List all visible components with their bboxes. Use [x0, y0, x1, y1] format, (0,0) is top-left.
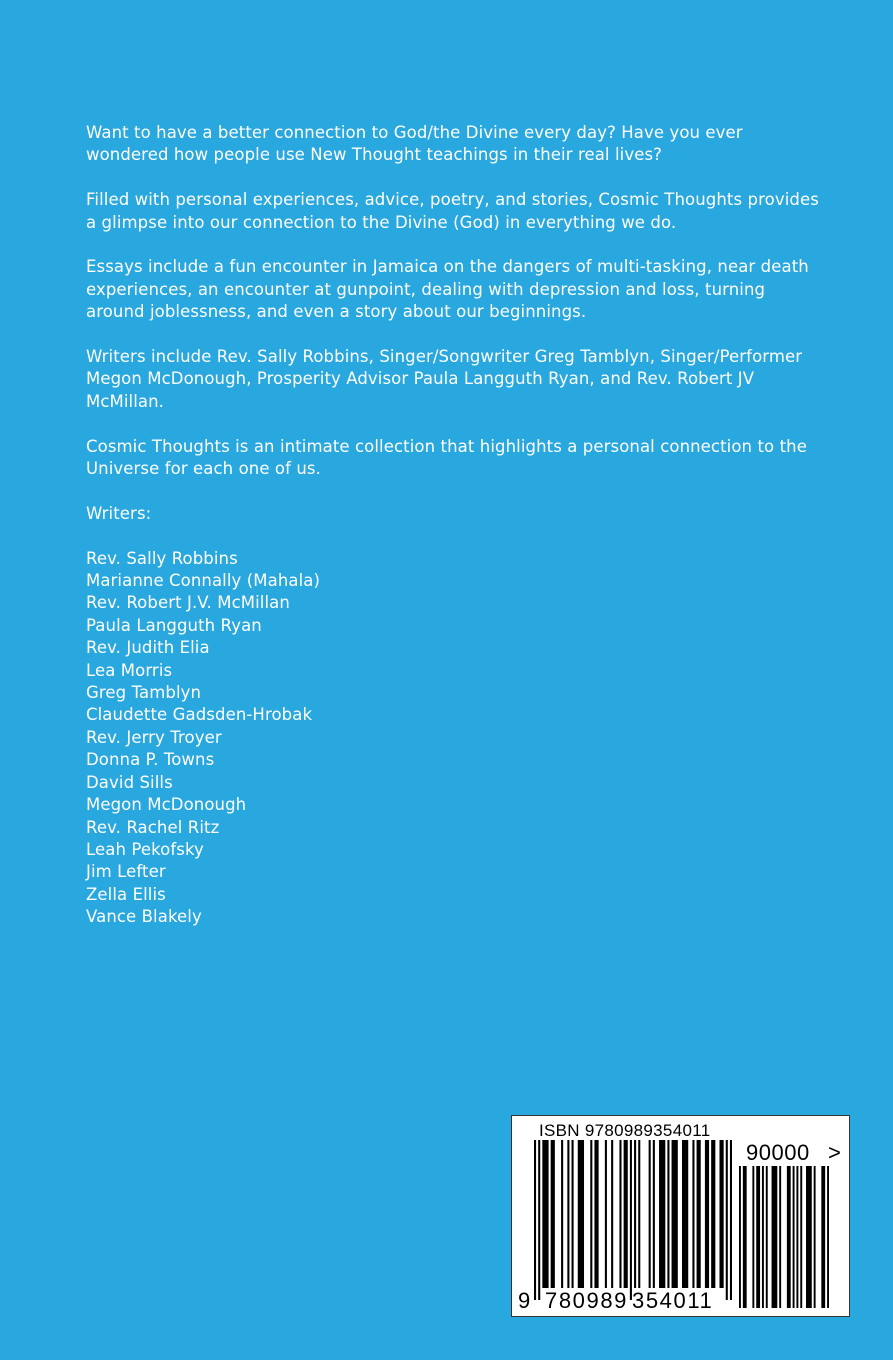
writer-name: Leah Pekofsky: [86, 839, 204, 859]
barcode-bar: [766, 1166, 768, 1308]
barcode-bar: [827, 1166, 829, 1308]
barcode-bar: [634, 1140, 636, 1300]
writer-name: David Sills: [86, 772, 173, 792]
barcode-bar: [638, 1140, 640, 1288]
barcode-bar: [619, 1140, 621, 1288]
barcode-bar: [659, 1140, 665, 1288]
description-paragraph-4: Writers include Rev. Sally Robbins, Singer/Songwriter Greg Tamblyn, Singer/Performer Megon McDonough, Prosperity Advisor Paula Langguth Ryan, and Rev. Robert JV McMillan.: [86, 347, 803, 411]
writer-name: Vance Blakely: [86, 907, 202, 927]
price-addon-bars: [739, 1166, 829, 1308]
barcode-bar: [649, 1140, 651, 1288]
barcode-bar: [793, 1166, 795, 1308]
barcode-bar: [542, 1140, 548, 1288]
ean13-barcode-bars: [534, 1140, 732, 1300]
writer-name: Megon McDonough: [86, 795, 247, 815]
description-paragraph-3: Essays include a fun encounter in Jamaica on the dangers of multi-tasking, near death experiences, an encounter at gunpoint, dealing with depression and loss, turning around joblessness, and even a story about our beginnings.: [86, 257, 809, 322]
writer-name: Rev. Rachel Ritz: [86, 817, 220, 837]
barcode-bar: [806, 1166, 812, 1308]
writer-name: Paula Langguth Ryan: [86, 615, 262, 635]
barcode-bar: [779, 1166, 781, 1308]
barcode-bar: [605, 1140, 607, 1288]
barcode-bar: [772, 1166, 778, 1308]
description-paragraph-5: Cosmic Thoughts is an intimate collection that highlights a personal connection to the Universe for each one of us.: [86, 436, 807, 479]
back-cover-description: [86, 122, 826, 929]
writer-name: Rev. Robert J.V. McMillan: [86, 593, 290, 613]
barcode-bar: [534, 1140, 536, 1300]
writer-name: Jim Lefter: [86, 862, 166, 882]
description-paragraph-2: Filled with personal experiences, advice, poetry, and stories, Cosmic Thoughts provides a glimpse into our connection to the Divine (God) in everything we do.: [86, 190, 819, 232]
barcode-bar: [538, 1140, 540, 1300]
barcode-bar: [590, 1140, 592, 1288]
barcode-bar: [672, 1140, 678, 1288]
barcode-bar: [667, 1140, 669, 1288]
writer-name: Marianne Connally (Mahala): [86, 571, 321, 591]
description-paragraph-1: Want to have a better connection to God/the Divine every day? Have you ever wondered how people use New Thought teachings in their real lives?: [86, 123, 743, 165]
writer-name: Rev. Jerry Troyer: [86, 727, 222, 747]
barcode-digits-right: 354011: [632, 1288, 714, 1313]
barcode-bar: [739, 1166, 741, 1308]
writer-name: Zella Ellis: [86, 884, 166, 904]
writer-name: Lea Morris: [86, 660, 173, 680]
writer-name: Claudette Gadsden-Hrobak: [86, 705, 313, 725]
barcode-bar: [561, 1140, 563, 1288]
barcode-bar: [705, 1140, 709, 1288]
barcode-bar: [726, 1140, 728, 1300]
isbn-number: ISBN 9780989354011: [539, 1121, 711, 1140]
barcode-bar: [787, 1166, 791, 1308]
barcode-bar: [814, 1166, 816, 1308]
barcode-bar: [567, 1140, 569, 1288]
barcode-bar: [743, 1166, 747, 1308]
barcode-bar: [692, 1140, 694, 1288]
barcode-digits-left: 780989: [545, 1288, 629, 1313]
barcode-bar: [796, 1166, 798, 1308]
barcode-bar: [697, 1140, 701, 1288]
barcode-bar: [594, 1140, 598, 1288]
barcode-bar: [611, 1140, 613, 1288]
barcode-bar: [682, 1140, 688, 1288]
barcode-bar: [653, 1140, 655, 1288]
barcode-bar: [578, 1140, 584, 1288]
addon-arrow-glyph: >: [828, 1140, 841, 1165]
barcode-digit-first: 9: [518, 1288, 531, 1313]
barcode-bar: [719, 1140, 723, 1288]
barcode-bar: [762, 1166, 764, 1308]
writer-name: Donna P. Towns: [86, 750, 215, 770]
barcode-bar: [821, 1166, 825, 1308]
price-addon-digits: 90000: [746, 1140, 810, 1165]
barcode-bar: [800, 1166, 802, 1308]
isbn-barcode-label: [511, 1115, 850, 1317]
barcode-bar: [572, 1140, 574, 1288]
writer-name: Rev. Sally Robbins: [86, 548, 238, 568]
barcode-bar: [711, 1140, 715, 1288]
barcode-bar: [756, 1166, 760, 1308]
barcode-bar: [730, 1140, 732, 1300]
barcode-bar: [624, 1140, 628, 1288]
writers-list: [86, 548, 826, 929]
barcode-bar: [752, 1166, 754, 1308]
writers-heading: Writers:: [86, 503, 152, 523]
writer-name: Greg Tamblyn: [86, 683, 202, 703]
barcode-bar: [630, 1140, 632, 1300]
barcode-bar: [551, 1140, 555, 1288]
writer-name: Rev. Judith Elia: [86, 638, 210, 658]
